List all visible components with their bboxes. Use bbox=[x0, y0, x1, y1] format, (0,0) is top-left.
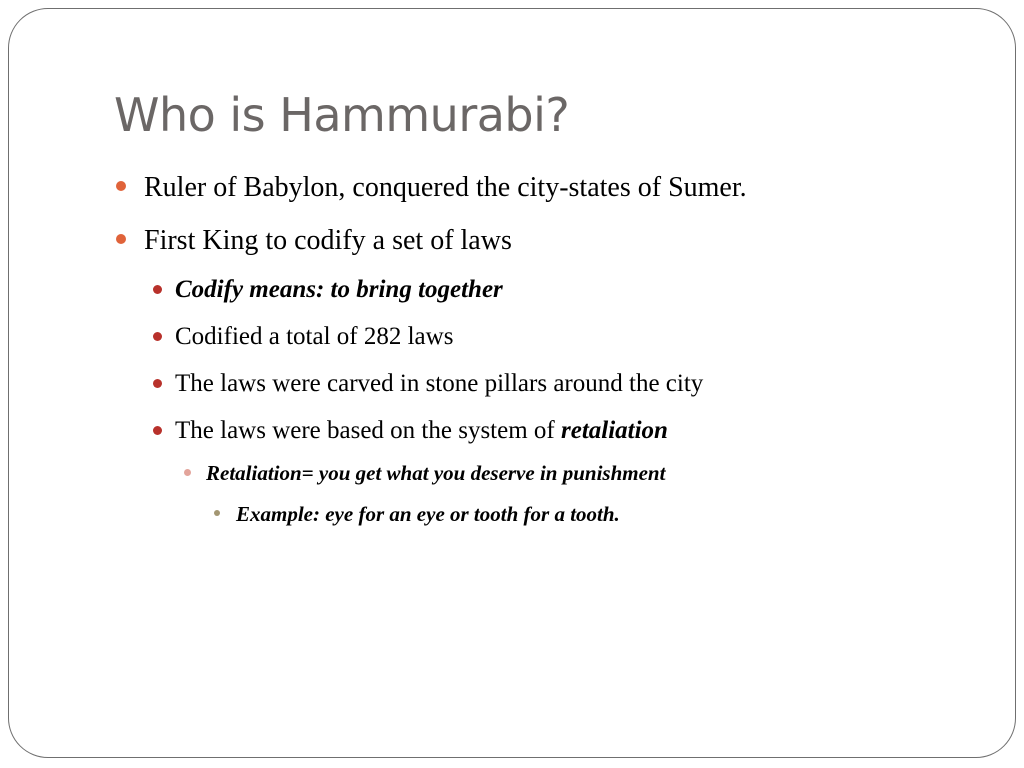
bullet-text: Retaliation= you get what you deserve in punishment bbox=[206, 461, 666, 485]
bullet-dot-icon bbox=[116, 181, 126, 191]
bullet-dot-icon bbox=[153, 426, 162, 435]
bullet-dot-icon bbox=[184, 469, 191, 476]
bullet-dot-icon bbox=[153, 332, 162, 341]
bullet-dot-icon bbox=[116, 234, 126, 244]
bullet-text: The laws were carved in stone pillars around the city bbox=[175, 370, 704, 397]
bullet-text: Codified a total of 282 laws bbox=[175, 323, 454, 350]
bullet-text: Ruler of Babylon, conquered the city-states of Sumer. bbox=[144, 172, 747, 203]
bullet-dot-icon bbox=[153, 285, 162, 294]
bullet-text: Example: eye for an eye or tooth for a tooth. bbox=[236, 502, 620, 526]
bullet-dot-icon bbox=[153, 379, 162, 388]
bullet-dot-icon bbox=[214, 510, 220, 516]
emphasis-term: retaliation bbox=[561, 417, 668, 444]
slide-title: Who is Hammurabi? bbox=[114, 88, 570, 142]
bullet-text-plain: The laws were based on the system of bbox=[175, 417, 561, 444]
bullet-text: First King to codify a set of laws bbox=[144, 225, 512, 256]
bullet-text: Codify means: to bring together bbox=[175, 276, 503, 303]
bullet-text bbox=[175, 416, 668, 446]
